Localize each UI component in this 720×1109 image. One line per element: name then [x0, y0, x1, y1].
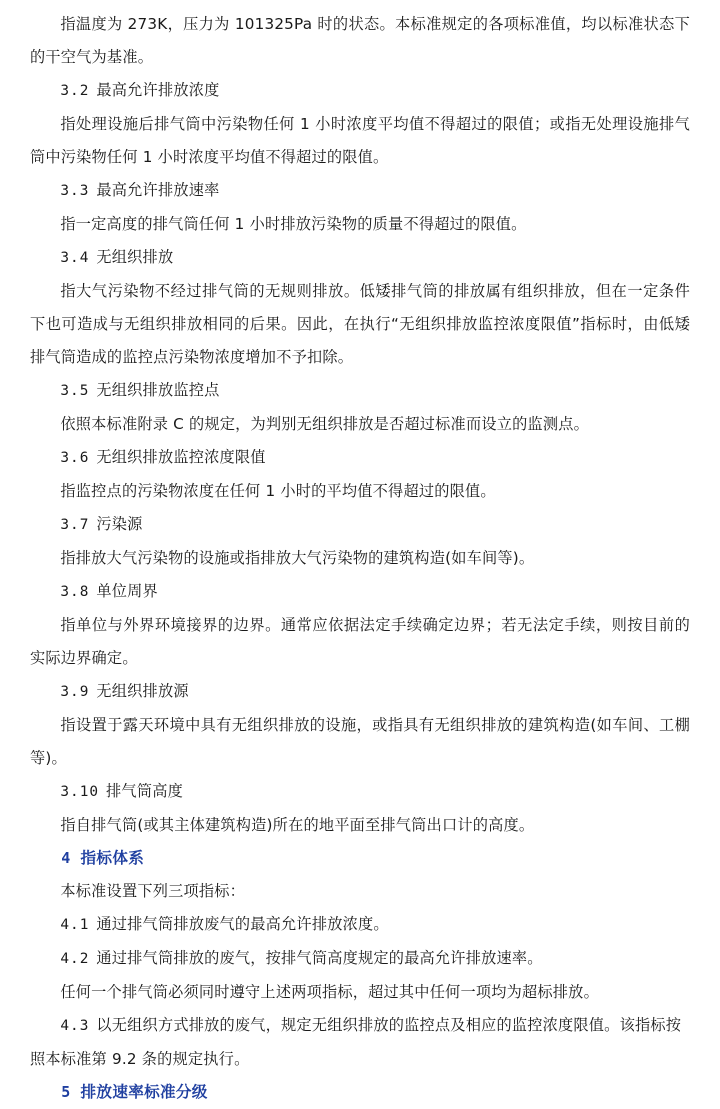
clause-3-4-heading	[30, 241, 690, 275]
clause-3-6-body: 指监控点的污染物浓度在任何 1 小时的平均值不得超过的限值。	[60, 482, 496, 500]
clause-3-5-heading	[30, 374, 690, 408]
clause-title: 单位周界	[96, 582, 158, 600]
clause-text: 通过排气筒排放的废气，按排气筒高度规定的最高允许排放速率。	[96, 949, 543, 967]
clause-3-9-body: 指设置于露天环境中具有无组织排放的设施，或指具有无组织排放的建筑构造(如车间、工棚等)。	[30, 716, 690, 767]
section-title: 排放速率标准分级	[80, 1083, 208, 1101]
clause-3-10-body: 指自排气筒(或其主体建筑构造)所在的地平面至排气筒出口计的高度。	[60, 816, 535, 834]
clause-number: 3.2	[60, 83, 90, 99]
clause-number: 3.3	[60, 183, 90, 199]
clause-title: 排气筒高度	[106, 782, 183, 800]
clause-number: 3.9	[60, 684, 90, 700]
clause-text: 以无组织方式排放的废气，规定无组织排放的监控点及相应的监控浓度限值。该指标按照本标准第 9.2 条的规定执行。	[30, 1016, 682, 1068]
clause-title: 最高允许排放速率	[96, 181, 220, 199]
clause-text: 通过排气筒排放废气的最高允许排放浓度。	[96, 915, 389, 933]
section-number: 5	[61, 1083, 71, 1101]
clause-title: 最高允许排放浓度	[96, 81, 220, 99]
standard-state-paragraph: 指温度为 273K，压力为 101325Pa 时的状态。本标准规定的各项标准值，均以标准状态下的干空气为基准。	[30, 15, 690, 66]
clause-number: 3.6	[60, 450, 90, 466]
clause-title: 无组织排放	[96, 248, 174, 266]
clause-3-7-heading	[30, 508, 690, 542]
clause-number: 3.10	[60, 784, 100, 800]
clause-3-3-body: 指一定高度的排气筒任何 1 小时排放污染物的质量不得超过的限值。	[60, 215, 527, 233]
clause-3-3-heading	[30, 174, 690, 208]
clause-number: 4.3	[60, 1018, 90, 1034]
section-5-heading	[30, 1076, 690, 1109]
clause-3-7-body: 指排放大气污染物的设施或指排放大气污染物的建筑构造(如车间等)。	[60, 549, 535, 567]
clause-number: 3.8	[60, 584, 90, 600]
section-title: 指标体系	[80, 849, 145, 867]
section-number: 4	[61, 849, 71, 867]
clause-4-2-body	[30, 942, 690, 976]
clause-3-6-heading	[30, 441, 690, 475]
clause-3-4-body: 指大气污染物不经过排气筒的无规则排放。低矮排气筒的排放属有组织排放，但在一定条件下也可造成与无组织排放相同的后果。因此，在执行“无组织排放监控浓度限值”指标时，由低矮排气筒造成的监控点污染物浓度增加不予扣除。	[30, 282, 690, 366]
clause-title: 无组织排放监控浓度限值	[96, 448, 266, 466]
clause-number: 3.7	[60, 517, 90, 533]
clause-title: 无组织排放源	[96, 682, 189, 700]
clause-3-2-body: 指处理设施后排气筒中污染物任何 1 小时浓度平均值不得超过的限值；或指无处理设施排气筒中污染物任何 1 小时浓度平均值不得超过的限值。	[30, 115, 690, 166]
clause-number: 4.1	[60, 917, 90, 933]
clause-title: 污染源	[96, 515, 143, 533]
clause-number: 3.5	[60, 383, 90, 399]
section-4-intro: 本标准设置下列三项指标：	[60, 882, 246, 900]
clause-number: 4.2	[60, 951, 90, 967]
clause-3-5-body: 依照本标准附录 C 的规定，为判别无组织排放是否超过标准而设立的监测点。	[60, 415, 590, 433]
clause-4-2-note: 任何一个排气筒必须同时遵守上述两项指标，超过其中任何一项均为超标排放。	[60, 983, 599, 1001]
clause-3-2-heading	[30, 74, 690, 108]
clause-3-8-body: 指单位与外界环境接界的边界。通常应依据法定手续确定边界；若无法定手续，则按目前的实际边界确定。	[30, 616, 690, 667]
clause-3-8-heading	[30, 575, 690, 609]
clause-3-9-heading	[30, 675, 690, 709]
section-4-heading	[30, 842, 690, 875]
clause-3-10-heading	[30, 775, 690, 809]
clause-4-1-body	[30, 908, 690, 942]
clause-title: 无组织排放监控点	[96, 381, 220, 399]
clause-4-3-body	[30, 1009, 690, 1076]
clause-number: 3.4	[60, 250, 90, 266]
